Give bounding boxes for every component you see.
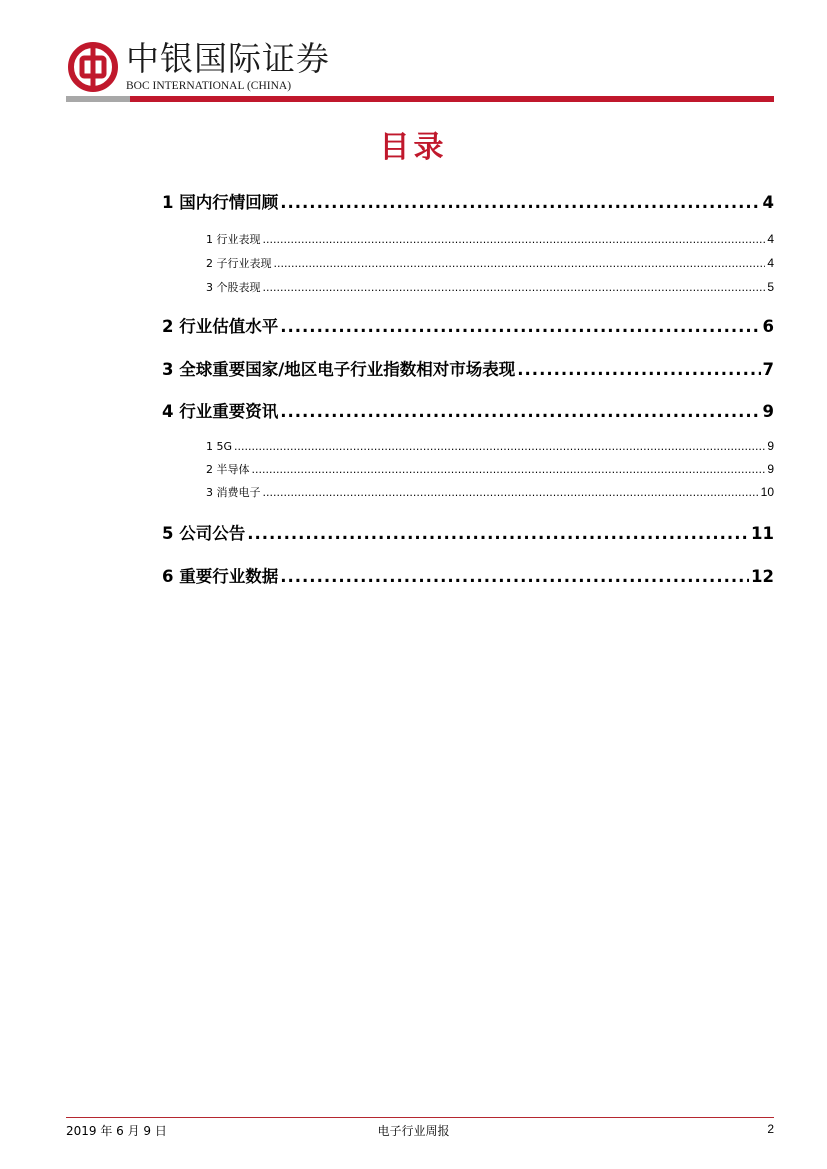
toc-entry-page: 5 [767, 280, 774, 294]
toc-entry-label: 2 行业估值水平 [162, 317, 279, 336]
toc-entry-label: 1 行业表现 [206, 233, 261, 246]
toc-leader-dots [517, 360, 760, 379]
toc-entry-label: 1 5G [206, 440, 233, 453]
header-divider-gray [66, 96, 130, 102]
toc-entry-label: 6 重要行业数据 [162, 567, 279, 586]
logo-chinese-name: 中银国际证券 [126, 39, 330, 78]
toc-leader-dots [263, 281, 766, 294]
toc-leader-dots [234, 440, 765, 453]
toc-entry-page: 4 [767, 256, 774, 270]
header-divider-red [130, 96, 774, 102]
toc-entry-label: 3 全球重要国家/地区电子行业指数相对市场表现 [162, 360, 516, 379]
toc-leader-dots [274, 257, 766, 270]
toc-entry-page: 9 [767, 462, 774, 476]
toc-entry-domestic-market-review[interactable] [162, 189, 774, 211]
toc-entry-page: 10 [760, 485, 774, 499]
footer-page-number: 2 [767, 1122, 774, 1136]
toc-entry-label: 3 消费电子 [206, 486, 261, 499]
toc-entry-page: 9 [762, 402, 774, 421]
toc-entry-industry-news[interactable] [162, 398, 774, 420]
footer-divider [66, 1117, 774, 1118]
toc-leader-dots [252, 463, 766, 476]
toc-entry-page: 7 [762, 360, 774, 379]
toc-leader-dots [280, 402, 760, 421]
toc-entry-industry-data[interactable] [162, 563, 774, 585]
toc-entry-page: 9 [767, 439, 774, 453]
logo-english-name: BOC INTERNATIONAL (CHINA) [126, 80, 292, 92]
toc-entry-global-index[interactable] [162, 356, 774, 378]
toc-entry-label: 4 行业重要资讯 [162, 402, 279, 421]
toc-entry-label: 2 子行业表现 [206, 257, 272, 270]
toc-leader-dots [263, 233, 766, 246]
toc-entry-semiconductor[interactable] [206, 461, 774, 477]
toc-entry-page: 11 [751, 524, 774, 543]
toc-entry-label: 1 国内行情回顾 [162, 193, 279, 212]
footer-date: 2019 年 6 月 9 日 [66, 1124, 167, 1138]
toc-leader-dots [280, 317, 760, 336]
toc-entry-stock-performance[interactable] [206, 279, 774, 295]
toc-title: 目录 [379, 130, 448, 165]
toc-entry-page: 12 [751, 567, 774, 586]
toc-entry-sub-industry-performance[interactable] [206, 255, 774, 271]
toc-entry-page: 6 [762, 317, 774, 336]
toc-leader-dots [247, 524, 749, 543]
footer-report-type: 电子行业周报 [377, 1124, 450, 1138]
toc-entry-label: 5 公司公告 [162, 524, 246, 543]
toc-entry-label: 3 个股表现 [206, 281, 261, 294]
toc-entry-label: 2 半导体 [206, 463, 250, 476]
boc-logo-icon [68, 42, 118, 92]
toc-entry-valuation[interactable] [162, 313, 774, 335]
toc-entry-page: 4 [762, 193, 774, 212]
toc-entry-consumer-electronics[interactable] [206, 484, 774, 500]
company-logo [68, 40, 368, 96]
toc-entry-company-announcements[interactable] [162, 520, 774, 542]
toc-entry-5g[interactable] [206, 439, 774, 455]
toc-entry-industry-performance[interactable] [206, 231, 774, 247]
toc-leader-dots [263, 486, 759, 499]
toc-entry-page: 4 [767, 232, 774, 246]
toc-leader-dots [280, 193, 760, 212]
toc-leader-dots [280, 567, 749, 586]
